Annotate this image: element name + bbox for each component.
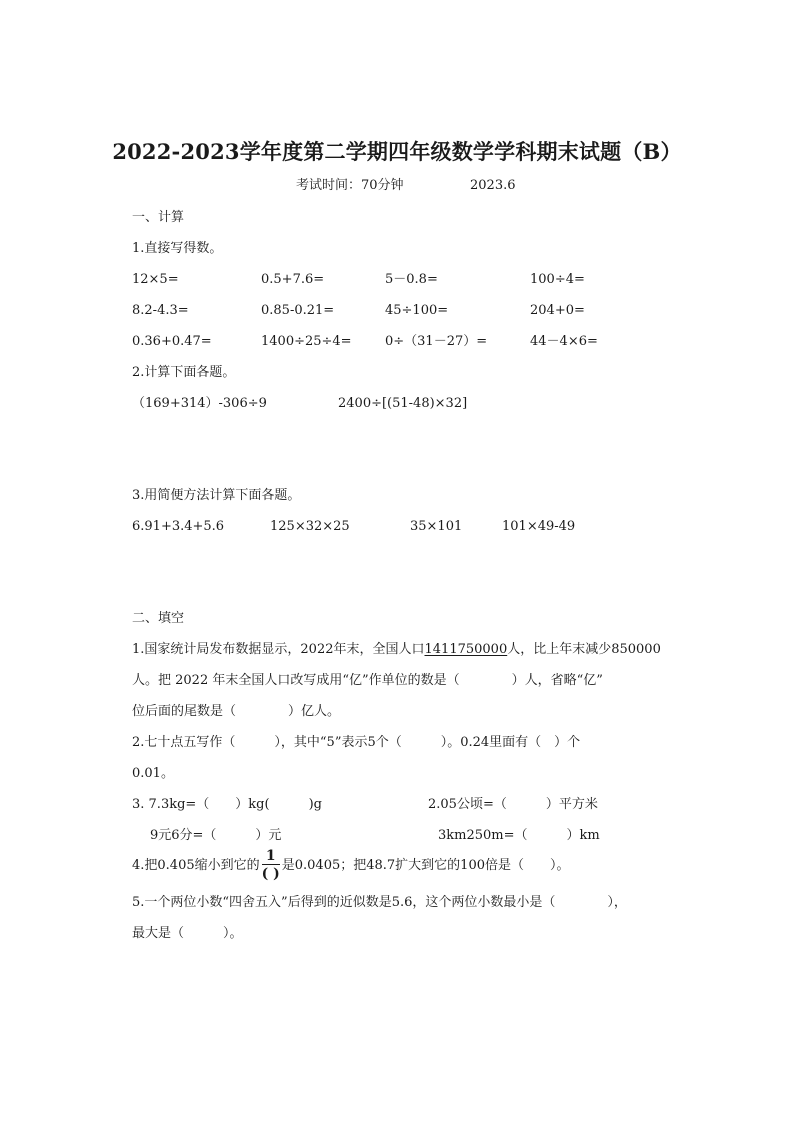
mental-math-item: 0.85-0.21= xyxy=(261,303,335,318)
fill-question-1-line-1 xyxy=(132,643,661,656)
fill-text: 人，比上年末减少850000 xyxy=(507,642,661,657)
calc-item: 125×32×25 xyxy=(270,519,350,534)
fill-question-2-line-1: 2.七十点五写作（ ），其中“5”表示5个（ ）。0.24里面有（ ）个 xyxy=(132,735,581,750)
exam-time: 考试时间：70分钟 xyxy=(296,178,404,193)
mental-math-item: 8.2-4.3= xyxy=(132,303,189,318)
question-label-1-2: 2.计算下面各题。 xyxy=(132,365,236,380)
mental-math-item: 0.5+7.6= xyxy=(261,272,325,287)
fill-question-4 xyxy=(132,848,570,882)
fill-text: 4.把0.405缩小到它的 xyxy=(132,857,260,873)
population-number: 1411750000 xyxy=(424,642,508,657)
mental-math-item: 100÷4= xyxy=(530,272,585,287)
calc-item: 101×49-49 xyxy=(502,519,576,534)
fill-question-1-line-2: 人。把 2022 年末全国人口改写成用“亿”作单位的数是（ ）人，省略“亿” xyxy=(132,673,603,688)
mental-math-item: 0.36+0.47= xyxy=(132,334,212,349)
question-label-1-3: 3.用简便方法计算下面各题。 xyxy=(132,488,301,503)
fill-text: 是0.0405；把48.7扩大到它的100倍是（ ）。 xyxy=(281,857,570,873)
fraction-numerator: 1 xyxy=(262,849,280,865)
fill-question-5-line-2: 最大是（ ）。 xyxy=(132,926,243,941)
section-heading-fill: 二、填空 xyxy=(132,611,185,626)
calc-item: 35×101 xyxy=(410,519,463,534)
unit-conversion-c: 9元6分=（ ）元 xyxy=(150,828,282,843)
page-title: 2022-2023学年度第二学期四年级数学学科期末试题（B） xyxy=(112,139,682,164)
calc-item: （169+314）-306÷9 xyxy=(132,396,267,411)
unit-conversion-a: 3. 7.3kg=（ ）kg( )g xyxy=(132,797,322,812)
exam-date: 2023.6 xyxy=(470,178,516,193)
mental-math-item: 0÷（31－27）= xyxy=(385,334,488,349)
section-heading-calc: 一、计算 xyxy=(132,210,185,225)
unit-conversion-d: 3km250m=（ ）km xyxy=(438,828,600,843)
question-label-1-1: 1.直接写得数。 xyxy=(132,241,223,256)
mental-math-item: 5－0.8= xyxy=(385,272,438,287)
mental-math-item: 1400÷25÷4= xyxy=(261,334,352,349)
fill-question-2-line-2: 0.01。 xyxy=(132,766,174,781)
mental-math-item: 44－4×6= xyxy=(530,334,598,349)
fraction-denominator: ( ) xyxy=(261,866,280,882)
unit-conversion-b: 2.05公顷=（ ）平方米 xyxy=(428,797,598,812)
fill-text: 1.国家统计局发布数据显示，2022年末，全国人口 xyxy=(132,642,425,657)
fraction xyxy=(262,849,280,881)
fill-question-5-line-1: 5.一个两位小数“四舍五入”后得到的近似数是5.6，这个两位小数最小是（ ）， xyxy=(132,895,627,910)
mental-math-item: 204+0= xyxy=(530,303,585,318)
mental-math-item: 12×5= xyxy=(132,272,179,287)
calc-item: 2400÷[(51-48)×32] xyxy=(338,396,468,411)
fill-question-1-line-3: 位后面的尾数是（ ）亿人。 xyxy=(132,704,341,719)
mental-math-item: 45÷100= xyxy=(385,303,449,318)
calc-item: 6.91+3.4+5.6 xyxy=(132,519,225,534)
